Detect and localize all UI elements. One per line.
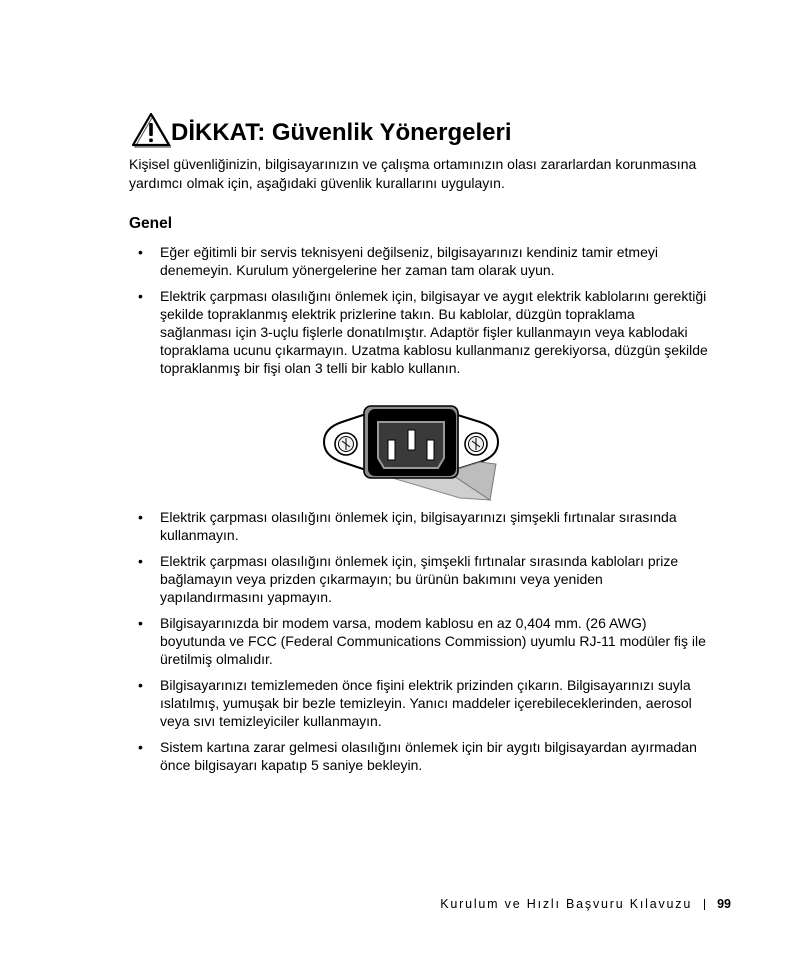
list-item [138, 287, 710, 377]
list-item [138, 508, 710, 544]
bullet-marker: • [138, 244, 143, 260]
list-item-text: Eğer eğitimli bir servis teknisyeni değilseniz, bilgisayarınızı kendiniz tamir etmeyi denemeyin. Kurulum yönergelerine her zaman tam olarak uyun. [160, 244, 658, 278]
bullet-marker: • [138, 739, 143, 755]
list-item-text: Bilgisayarınızı temizlemeden önce fişini elektrik prizinden çıkarın. Bilgisayarınızı suyla ıslatılmış, yumuşak bir bezle temizleyin. Yanıcı maddeler içerebileceklerinden, aerosol veya sıvı temizleyiciler kullanmayın. [160, 677, 692, 729]
bullet-marker: • [138, 509, 143, 525]
list-item-text: Sistem kartına zarar gelmesi olasılığını önlemek için bir aygıtı bilgisayardan ayırmadan önce bilgisayarı kapatıp 5 saniye bekleyin. [160, 739, 697, 773]
footer-title: Kurulum ve Hızlı Başvuru Kılavuzu [440, 897, 693, 911]
list-item-text: Bilgisayarınızda bir modem varsa, modem kablosu en az 0,404 mm. (26 AWG) boyutunda ve FCC (Federal Communications Commission) uyumlu RJ-11 modüler fiş ile üretilmiş olmalıdır. [160, 615, 706, 667]
bullet-list-continued [138, 508, 710, 782]
list-item-text: Elektrik çarpması olasılığını önlemek için, şimşekli fırtınalar sırasında kabloları prize bağlamayın veya prizden çıkarmayın; bu ürünün bakımını veya yeniden yapılandırmasını yapmayın. [160, 553, 679, 605]
power-connector-illustration [320, 402, 502, 502]
intro-paragraph: Kişisel güvenliğinizin, bilgisayarınızın ve çalışma ortamınızın olası zararlardan korunmasına yardımcı olmak için, aşağıdaki güvenlik kurallarını uygulayın. [129, 156, 697, 191]
section-heading: Genel [129, 215, 173, 232]
page-number: 99 [717, 897, 731, 911]
bullet-list-general [138, 243, 710, 385]
page-footer [440, 897, 731, 911]
page-title: DİKKAT: Güvenlik Yönergeleri [171, 119, 512, 146]
footer-divider [704, 899, 705, 910]
bullet-marker: • [138, 288, 143, 304]
list-item [138, 738, 710, 774]
warning-triangle-icon [131, 112, 171, 148]
list-item-text: Elektrik çarpması olasılığını önlemek için, bilgisayar ve aygıt elektrik kablolarını gerektiği şekilde topraklanmış elektrik prizlerine takın. Bu kablolar, düzgün topraklama sağlanması için 3-uçlu fişlerle donatılmıştır. Adaptör fişler kullanmayın veya kablodaki topraklama ucunu çıkarmayın. Uzatma kablosu kullanmanız gerekiyorsa, düzgün şekilde topraklanmış bir fişi olan 3 telli bir kablo kullanın. [160, 288, 708, 376]
list-item [138, 243, 710, 279]
list-item [138, 552, 710, 606]
list-item [138, 614, 710, 668]
list-item [138, 676, 710, 730]
bullet-marker: • [138, 677, 143, 693]
bullet-marker: • [138, 615, 143, 631]
bullet-marker: • [138, 553, 143, 569]
list-item-text: Elektrik çarpması olasılığını önlemek için, bilgisayarınızı şimşekli fırtınalar sırasında kullanmayın. [160, 509, 677, 543]
heading-row [131, 108, 512, 148]
